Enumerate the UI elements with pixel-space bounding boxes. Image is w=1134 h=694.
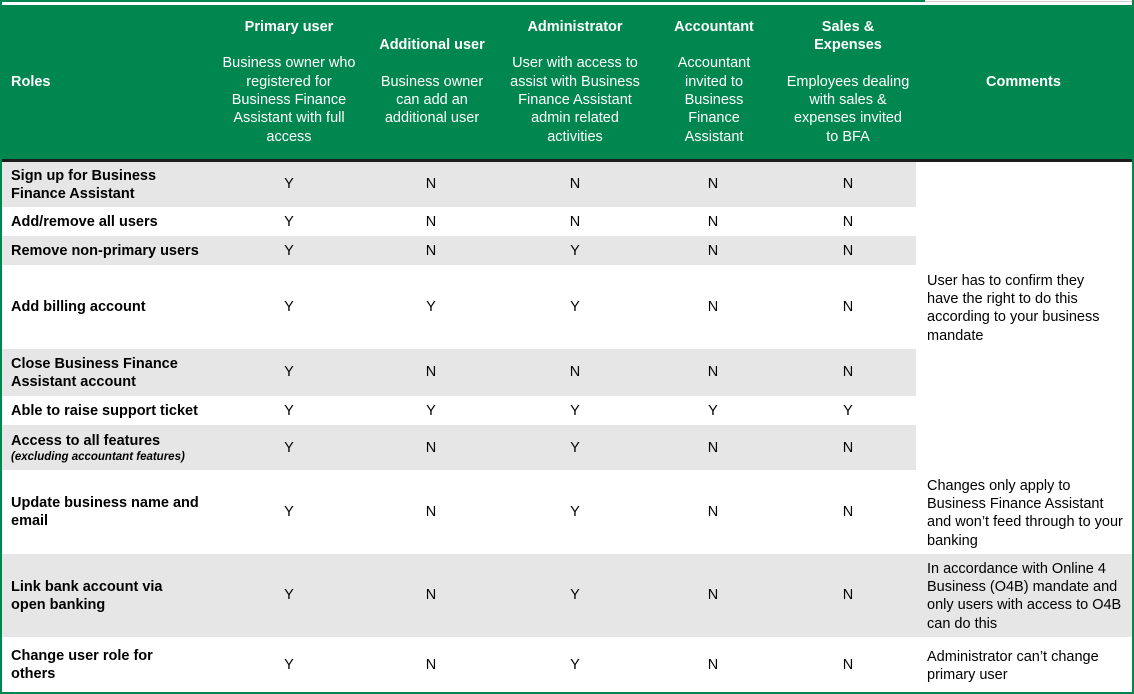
row-label-text: Sign up for Business Finance Assistant [11, 167, 157, 202]
header-desc: User with access to assist with Business Finance Assistant admin related activities [510, 55, 640, 145]
cell-administrator: Y [570, 403, 580, 419]
header-title: Administrator [527, 19, 623, 36]
cell-accountant: N [707, 299, 719, 315]
cell-sales: N [842, 176, 854, 192]
row-comment: User has to confirm they have the right to do this according to your business mandate [927, 273, 1100, 344]
cell-primary: Y [284, 587, 294, 603]
header-comments: Comments [986, 74, 1061, 90]
cell-administrator: N [569, 214, 581, 230]
cell-additional: N [425, 587, 437, 603]
cell-primary: Y [284, 214, 294, 230]
cell-primary: Y [284, 299, 294, 315]
cell-primary: Y [284, 176, 294, 192]
cell-primary: Y [284, 403, 294, 419]
header-desc: Business owner can add an additional user [380, 73, 484, 127]
row-comment: Administrator can’t change primary user [927, 649, 1099, 684]
cell-primary: Y [284, 504, 294, 520]
row-label-text: Remove non-primary users [11, 242, 199, 259]
header-title: Primary user [244, 19, 334, 36]
header-title: Accountant [674, 19, 754, 36]
cell-accountant: N [707, 587, 719, 603]
row-label-text: Link bank account via open banking [11, 578, 163, 613]
row-label-text: Access to all features [11, 432, 161, 449]
cell-sales: N [842, 364, 854, 380]
header-desc: Business owner who registered for Business Finance Assistant with full access [222, 55, 356, 145]
row-label-text: Close Business Finance Assistant account [11, 355, 178, 390]
cell-accountant: N [707, 657, 719, 673]
cell-additional: N [425, 243, 437, 259]
row-label-text: Change user role for others [11, 647, 153, 682]
row-label-text: Add/remove all users [11, 213, 158, 230]
cell-additional: N [425, 440, 437, 456]
row-comment: Changes only apply to Business Finance Assistant and won’t feed through to your banking [927, 478, 1123, 549]
cell-administrator: Y [570, 440, 580, 456]
cell-additional: N [425, 504, 437, 520]
cell-sales: N [842, 504, 854, 520]
cell-sales: N [842, 657, 854, 673]
cell-administrator: Y [570, 299, 580, 315]
cell-sales: N [842, 299, 854, 315]
cell-primary: Y [284, 657, 294, 673]
cell-accountant: N [707, 214, 719, 230]
cell-accountant: N [707, 440, 719, 456]
cell-accountant: N [707, 504, 719, 520]
header-title: Additional user [379, 37, 485, 54]
cell-sales: N [842, 587, 854, 603]
cell-additional: Y [426, 299, 436, 315]
cell-primary: Y [284, 440, 294, 456]
header-desc: Employees dealing with sales & expenses invited to BFA [786, 73, 910, 145]
header-desc: Accountant invited to Business Finance Assistant [677, 55, 751, 145]
cell-administrator: Y [570, 504, 580, 520]
cell-administrator: Y [570, 243, 580, 259]
header-roles: Roles [11, 74, 51, 90]
cell-sales: N [842, 440, 854, 456]
header-title: Sales & Expenses [814, 19, 882, 54]
row-label-text: Update business name and email [11, 495, 199, 529]
cell-accountant: N [707, 243, 719, 259]
row-label-subtext: (excluding accountant features) [11, 450, 185, 463]
cell-sales: Y [843, 403, 853, 419]
cell-sales: N [842, 214, 854, 230]
row-label-text: Able to raise support ticket [11, 402, 198, 419]
row-comment: In accordance with Online 4 Business (O4B) mandate and only users with access to O4B can do this [927, 561, 1122, 632]
cell-additional: N [425, 364, 437, 380]
cell-administrator: Y [570, 587, 580, 603]
cell-primary: Y [284, 364, 294, 380]
cell-additional: Y [426, 403, 436, 419]
cell-sales: N [842, 243, 854, 259]
cell-administrator: N [569, 364, 581, 380]
cell-additional: N [425, 176, 437, 192]
cell-additional: N [425, 657, 437, 673]
cell-accountant: N [707, 176, 719, 192]
cell-additional: N [425, 214, 437, 230]
row-label-text: Add billing account [11, 299, 146, 315]
cell-administrator: Y [570, 657, 580, 673]
cell-administrator: N [569, 176, 581, 192]
cell-accountant: N [707, 364, 719, 380]
cell-accountant: Y [708, 403, 718, 419]
cell-primary: Y [284, 243, 294, 259]
